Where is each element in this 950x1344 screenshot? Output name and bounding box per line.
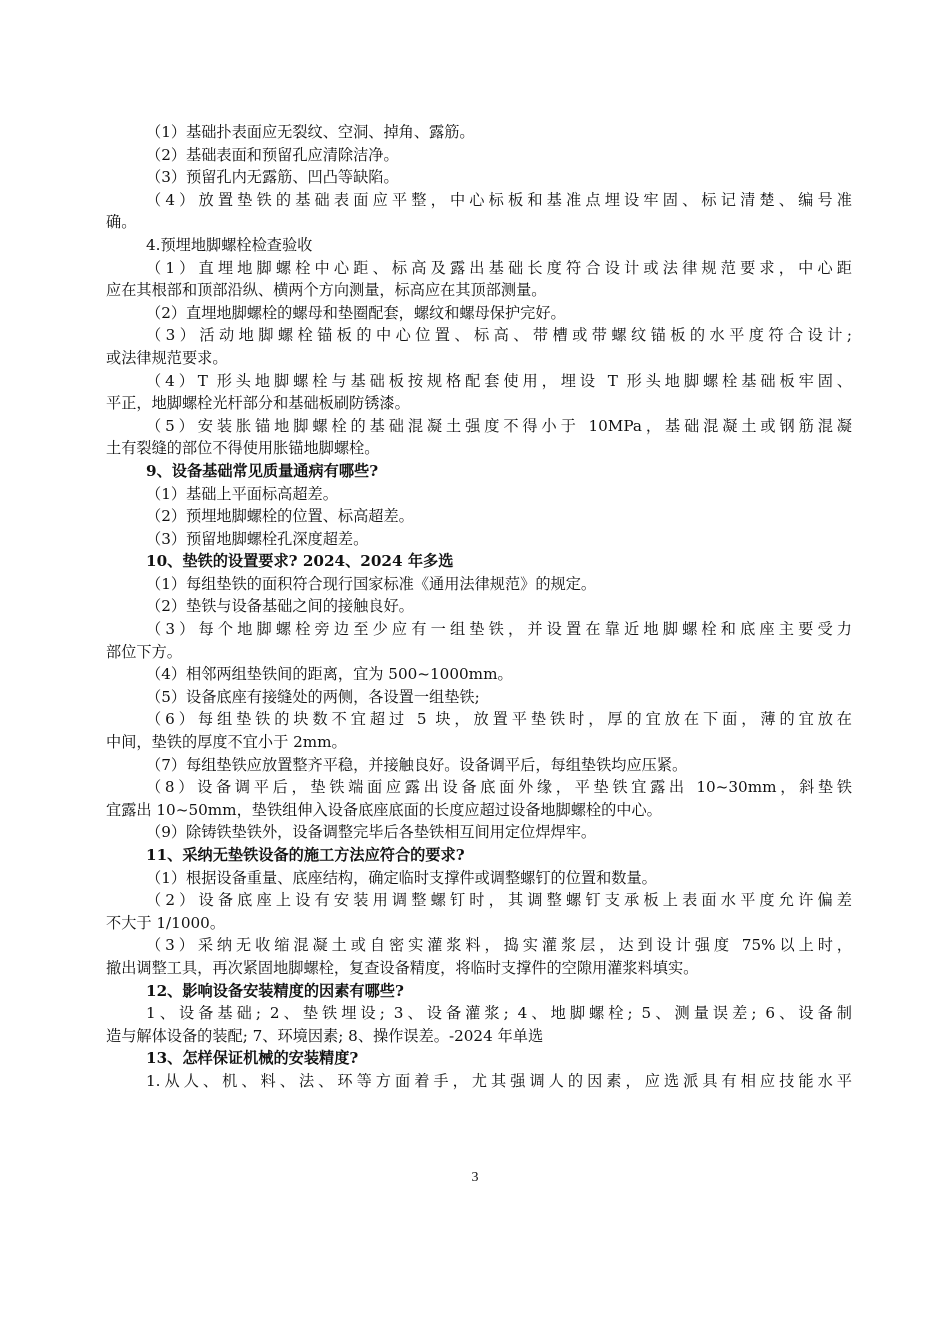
text-line: （8）设备调平后，垫铁端面应露出设备底面外缘，平垫铁宜露出 10~30mm，斜垫铁	[146, 778, 852, 797]
text-line: （3）预留地脚螺栓孔深度超差。	[146, 529, 369, 548]
text-line: （4）T 形头地脚螺栓与基础板按规格配套使用，埋设 T 形头地脚螺栓基础板牢固、	[146, 371, 852, 390]
text-line: （3）活动地脚螺栓锚板的中心位置、标高、带槽或带螺纹锚板的水平度符合设计;	[146, 326, 852, 345]
text-line: 部位下方。	[106, 642, 182, 661]
question-heading: 12、影响设备安装精度的因素有哪些?	[146, 981, 404, 1000]
text-line: 宜露出 10~50mm，垫铁组伸入设备底座底面的长度应超过设备地脚螺栓的中心。	[106, 800, 662, 819]
text-line: （3）预留孔内无露筋、凹凸等缺陷。	[146, 168, 399, 187]
text-line: （1）基础上平面标高超差。	[146, 484, 338, 503]
text-line: 确。	[106, 213, 137, 232]
text-line: （1）基础扑表面应无裂纹、空洞、掉角、露筋。	[146, 123, 475, 141]
text-line: （2）基础表面和预留孔应清除洁净。	[146, 145, 399, 164]
text-line: （1）根据设备重量、底座结构，确定临时支撑件或调整螺钉的位置和数量。	[146, 868, 657, 887]
text-line: （3）每个地脚螺栓旁边至少应有一组垫铁，并设置在靠近地脚螺栓和底座主要受力	[146, 620, 852, 639]
question-heading: 11、采纳无垫铁设备的施工方法应符合的要求?	[146, 846, 465, 864]
text-line: （2）直埋地脚螺栓的螺母和垫圈配套，螺纹和螺母保护完好。	[146, 303, 566, 322]
text-line: （4）放置垫铁的基础表面应平整，中心标板和基准点埋设牢固、标记清楚、编号准	[146, 190, 852, 209]
document-body	[106, 121, 852, 1093]
question-heading: 10、垫铁的设置要求? 2024、2024 年多选	[146, 552, 454, 571]
page-number: 3	[471, 1170, 479, 1185]
text-line: 平正，地脚螺栓光杆部分和基础板刷防锈漆。	[106, 394, 410, 413]
text-line: （4）相邻两组垫铁间的距离，宜为 500~1000mm。	[146, 665, 513, 684]
text-line: 或法律规范要求。	[106, 348, 228, 367]
text-line: 造与解体设备的装配; 7、环境因素; 8、操作误差。-2024 年单选	[106, 1026, 544, 1045]
text-line: （2）预埋地脚螺栓的位置、标高超差。	[146, 507, 414, 526]
text-line: （9）除铸铁垫铁外，设备调整完毕后各垫铁相互间用定位焊焊牢。	[146, 823, 597, 842]
text-line: 不大于 1/1000。	[106, 913, 226, 932]
text-line: 中间，垫铁的厚度不宜小于 2mm。	[106, 733, 347, 752]
text-line: （5）安装胀锚地脚螺栓的基础混凝土强度不得小于 10MPa，基础混凝土或钢筋混凝	[146, 416, 852, 435]
text-line: 土有裂缝的部位不得使用胀锚地脚螺栓。	[106, 439, 380, 458]
text-line: （6）每组垫铁的块数不宜超过 5 块，放置平垫铁时，厚的宜放在下面，薄的宜放在	[146, 710, 852, 729]
text-line: 1.从人、机、料、法、环等方面着手，尤其强调人的因素，应选派具有相应技能水平	[146, 1071, 852, 1090]
text-line: （2）垫铁与设备基础之间的接触良好。	[146, 597, 414, 616]
text-line: （2）设备底座上设有安装用调整螺钉时，其调整螺钉支承板上表面水平度允许偏差	[146, 891, 852, 910]
text-line: （1）每组垫铁的面积符合现行国家标准《通用法律规范》的规定。	[146, 574, 597, 593]
text-line: 1、设备基础; 2、垫铁埋设; 3、设备灌浆; 4、地脚螺栓; 5、测量误差; 6、设备制	[146, 1004, 852, 1023]
text-line: 撤出调整工具，再次紧固地脚螺栓，复查设备精度，将临时支撑件的空隙用灌浆料填实。	[106, 958, 699, 977]
question-heading: 9、设备基础常见质量通病有哪些?	[146, 461, 379, 480]
text-line: （7）每组垫铁应放置整齐平稳，并接触良好。设备调平后，每组垫铁均应压紧。	[146, 755, 688, 774]
section-label: 4.预埋地脚螺栓检查验收	[146, 235, 313, 254]
text-line: （5）设备底座有接缝处的两侧，各设置一组垫铁;	[146, 687, 480, 706]
text-line: （1）直埋地脚螺栓中心距、标高及露出基础长度符合设计或法律规范要求，中心距	[146, 258, 852, 277]
text-line: （3）采纳无收缩混凝土或自密实灌浆料，捣实灌浆层，达到设计强度 75%以上时，	[146, 936, 852, 955]
text-line: 应在其根部和顶部沿纵、横两个方向测量，标高应在其顶部测量。	[106, 281, 547, 300]
question-heading: 13、怎样保证机械的安装精度?	[146, 1049, 359, 1068]
